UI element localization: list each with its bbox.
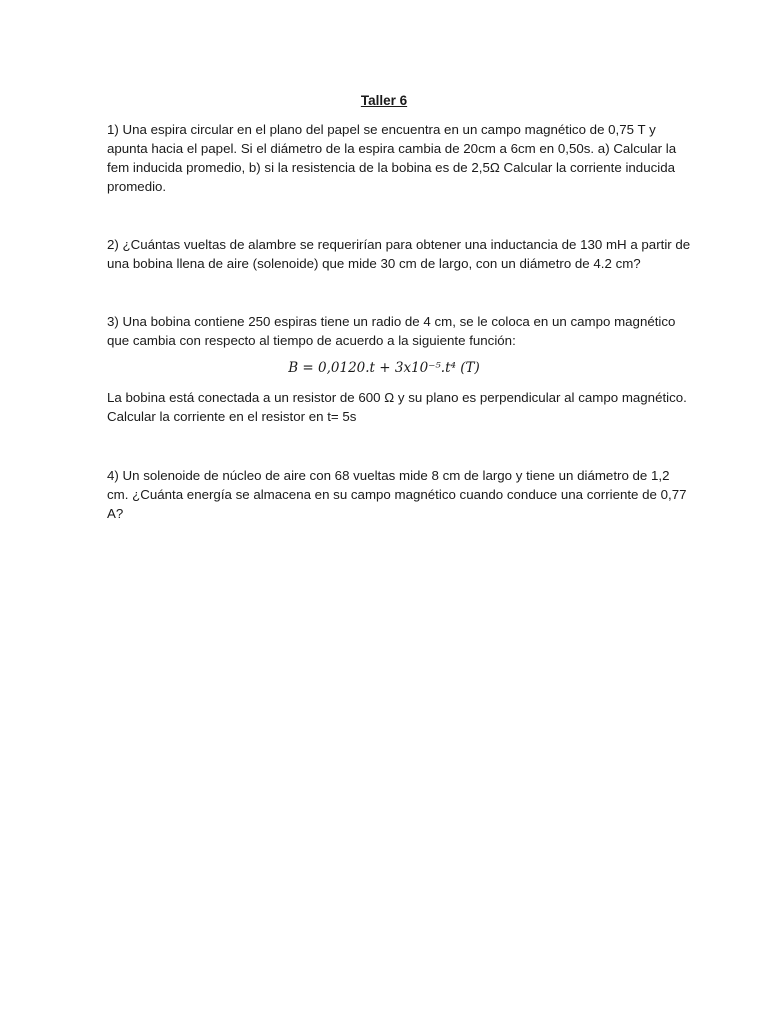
page-title: Taller 6 xyxy=(360,93,408,108)
problem-1 xyxy=(107,120,677,196)
problem-1-line: 1) Una espira circular en el plano del papel se encuentra en un campo magnético de 0,75 T y xyxy=(107,122,656,137)
problem-4-line: A? xyxy=(107,506,124,521)
problem-3-line: 3) Una bobina contiene 250 espiras tiene un radio de 4 cm, se le coloca en un campo magnético xyxy=(107,314,676,329)
problem-3-equation: B = 0,0120.t + 3x10⁻⁵.t⁴ (T) xyxy=(288,360,480,376)
problem-3-line: La bobina está conectada a un resistor de 600 Ω y su plano es perpendicular al campo magnético. xyxy=(107,390,687,405)
problem-4 xyxy=(107,466,687,523)
problem-3-line: que cambia con respecto al tiempo de acuerdo a la siguiente función: xyxy=(107,333,516,348)
problem-3-continuation xyxy=(107,388,687,426)
problem-1-line: fem inducida promedio, b) si la resistencia de la bobina es de 2,5Ω Calcular la corriente inducida xyxy=(107,160,675,175)
problem-1-line: promedio. xyxy=(107,179,167,194)
problem-2 xyxy=(107,235,691,273)
problem-2-line: una bobina llena de aire (solenoide) que mide 30 cm de largo, con un diámetro de 4.2 cm? xyxy=(107,256,641,271)
problem-1-line: apunta hacia el papel. Si el diámetro de la espira cambia de 20cm a 6cm en 0,50s. a) Calcular la xyxy=(107,141,677,156)
problem-4-line: 4) Un solenoide de núcleo de aire con 68 vueltas mide 8 cm de largo y tiene un diámetro de 1,2 xyxy=(107,468,670,483)
problem-3-line: Calcular la corriente en el resistor en t= 5s xyxy=(107,409,357,424)
problem-2-line: 2) ¿Cuántas vueltas de alambre se requerirían para obtener una inductancia de 130 mH a partir de xyxy=(107,237,691,252)
problem-4-line: cm. ¿Cuánta energía se almacena en su campo magnético cuando conduce una corriente de 0,77 xyxy=(107,487,687,502)
problem-3 xyxy=(107,312,676,350)
